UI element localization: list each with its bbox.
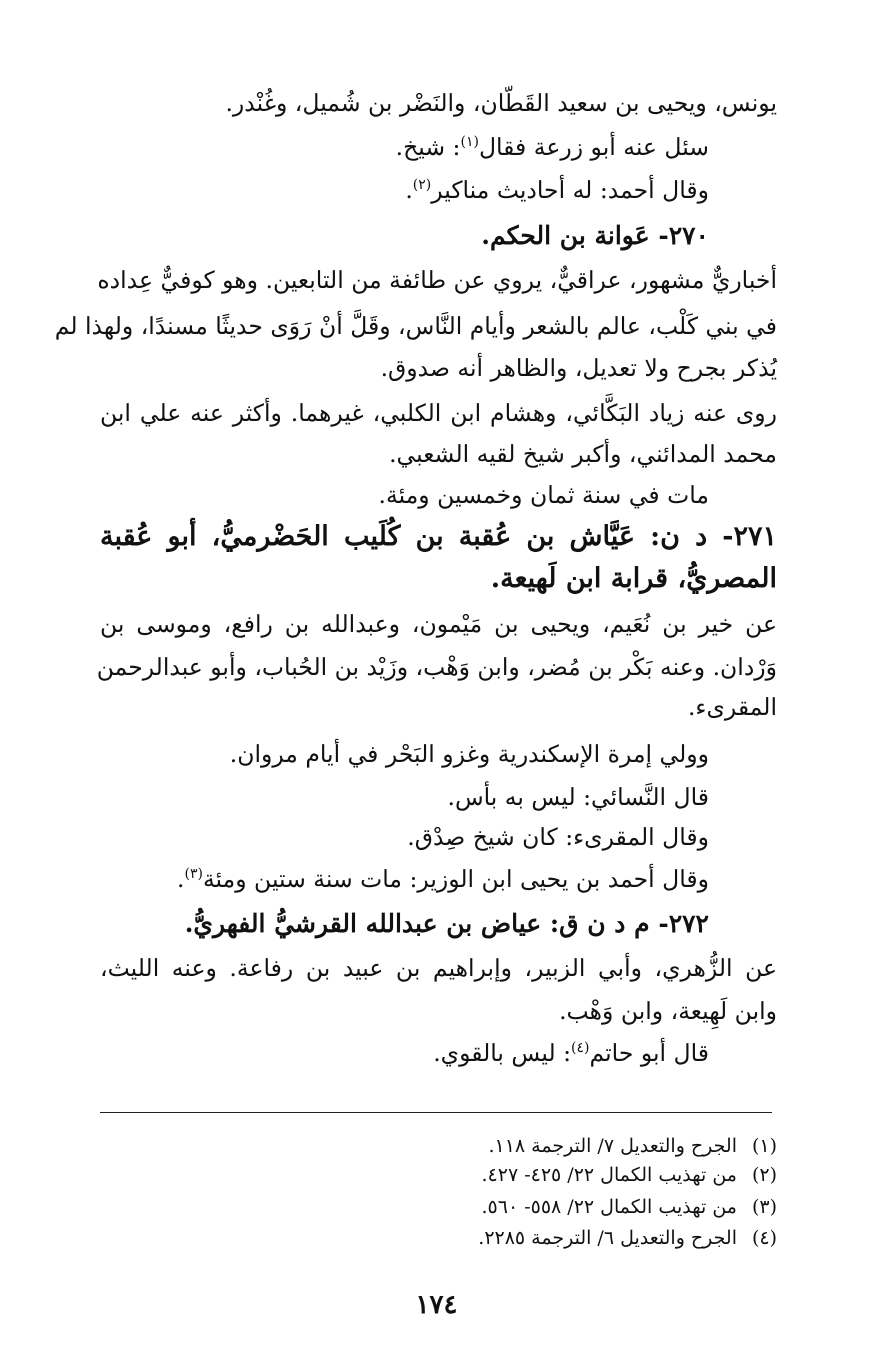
text-line: وَرْدان. وعنه بَكْر بن مُضر، وابن وَهْب، وزَيْد بن الحُباب، وأبو عبدالرحمن — [96, 653, 777, 681]
footnote-ref: (٣) — [184, 866, 203, 883]
footnote-divider — [100, 1112, 772, 1113]
text-line: قال النَّسائي: ليس به بأس. — [447, 783, 709, 811]
text-line: عن خير بن نُعَيم، ويحيى بن مَيْمون، وعبدالله بن رافع، وموسى بن — [100, 610, 777, 638]
text-line: يونس، ويحيى بن سعيد القَطّان، والنَضْر بن شُميل، وغُنْدر. — [225, 89, 777, 117]
text-line: يُذكر بجرح ولا تعديل، والظاهر أنه صدوق. — [380, 354, 777, 382]
footnote: (١)الجرح والتعديل ٧/ الترجمة ١١٨. — [488, 1135, 777, 1157]
text-line: في بني كَلْب، عالم بالشعر وأيام النَّاس، وقَلَّ أنْ رَوَى حديثًا مسندًا، ولهذا لم — [54, 312, 777, 340]
text-line: روى عنه زياد البَكَّائي، وهشام ابن الكلبي، غيرهما. وأكثر عنه علي ابن — [100, 399, 777, 427]
entry-heading: المصريُّ، قرابة ابن لَهيعة. — [490, 563, 777, 594]
text-line: أخباريٌّ مشهور، عراقيٌّ، يروي عن طائفة من التابعين. وهو كوفيٌّ عِداده — [97, 266, 777, 294]
text-line: المقرىء. — [687, 693, 777, 721]
text-line: عن الزُّهري، وأبي الزبير، وإبراهيم بن عبيد بن رفاعة. وعنه الليث، — [100, 954, 777, 982]
text-line: مات في سنة ثمان وخمسين ومئة. — [378, 481, 709, 509]
text-line: محمد المدائني، وأكبر شيخ لقيه الشعبي. — [389, 440, 777, 468]
text-line: وابن لَهِيعة، وابن وَهْب. — [559, 997, 777, 1025]
text-line: سئل عنه أبو زرعة فقال$^{(١)}$: شيخ. — [395, 133, 709, 161]
text-line: قال أبو حاتم$^{(٤)}$: ليس بالقوي. — [433, 1039, 709, 1067]
footnote-ref: (١) — [460, 134, 479, 151]
footnote-ref: (٤) — [571, 1040, 590, 1057]
text-line: وقال أحمد: له أحاديث مناكير$^{(٢)}$. — [405, 176, 709, 204]
entry-heading: ٢٧٠- عَوانة بن الحكم. — [481, 221, 709, 250]
entry-heading: ٢٧١- د ن: عَيَّاش بن عُقبة بن كُلَيب الحَضْرميُّ، أبو عُقبة — [100, 521, 777, 552]
text-line: وقال المقرىء: كان شيخ صِدْق. — [407, 823, 709, 851]
text-line: وولي إمرة الإسكندرية وغزو البَحْر في أيام مروان. — [229, 740, 709, 768]
footnote: (٤)الجرح والتعديل ٦/ الترجمة ٢٢٨٥. — [478, 1227, 777, 1249]
text-line: وقال أحمد بن يحيى ابن الوزير: مات سنة ستين ومئة$^{(٣)}$. — [177, 865, 709, 893]
page-number: ١٧٤ — [415, 1290, 458, 1320]
footnote: (٣)من تهذيب الكمال ٢٢/ ٥٥٨- ٥٦٠. — [481, 1196, 777, 1218]
footnote: (٢)من تهذيب الكمال ٢٢/ ٤٢٥- ٤٢٧. — [481, 1164, 777, 1186]
entry-heading: ٢٧٢- م د ن ق: عياض بن عبدالله القرشيُّ الفهريُّ. — [184, 909, 709, 938]
footnote-ref: (٢) — [412, 177, 432, 194]
